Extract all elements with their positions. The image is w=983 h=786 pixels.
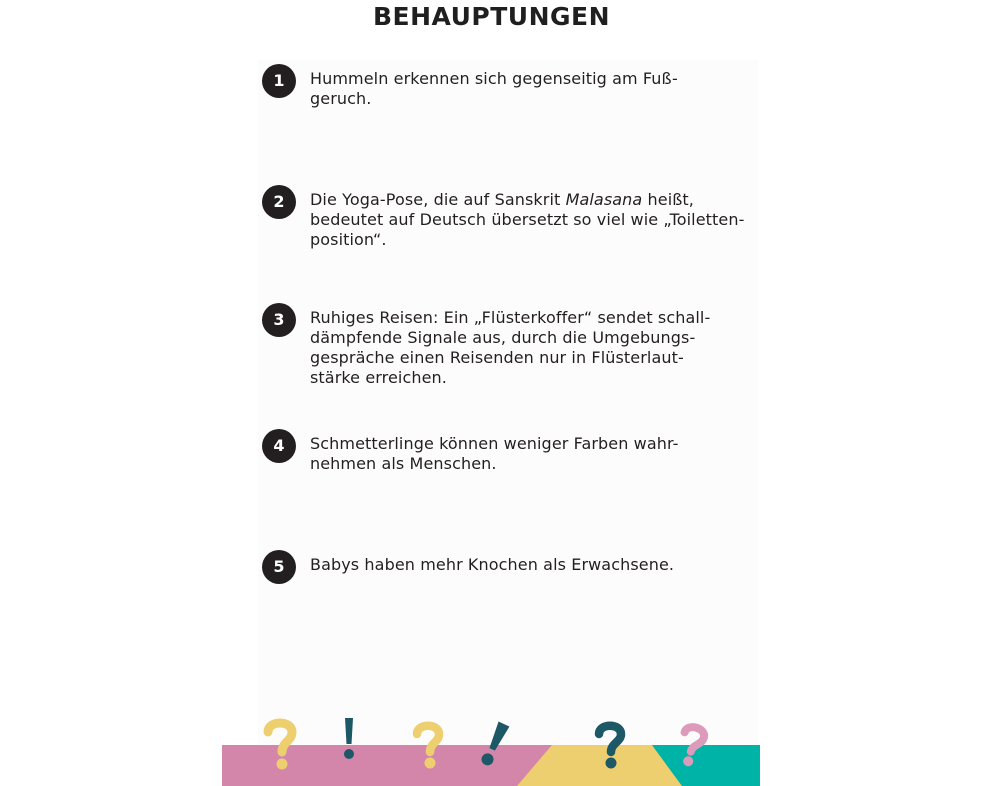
exclamation-mark-icon [480, 721, 510, 767]
claim-number-badge: 4 [262, 429, 296, 463]
claim-text-line: gespräche einen Reisenden nur in Flüsterlaut- [310, 348, 684, 367]
question-mark-icon [417, 726, 439, 769]
claim-number-badge: 1 [262, 64, 296, 98]
claim-text-line: dämpfende Signale aus, durch die Umgebungs- [310, 328, 696, 347]
claim-text-line: nehmen als Menschen. [310, 454, 497, 473]
claim-text [310, 308, 730, 388]
question-mark-icon [676, 725, 706, 768]
decorative-marks [222, 710, 760, 786]
claim-text-line: bedeutet auf Deutsch übersetzt so viel wie „Toiletten- [310, 210, 745, 229]
claim-text-line: position“. [310, 230, 387, 249]
claim-text [310, 69, 730, 109]
claim-text [310, 555, 730, 575]
claim-text-line: Babys haben mehr Knochen als Erwachsene. [310, 555, 675, 574]
page-panel [258, 60, 758, 746]
claim-text-segment: heißt, [642, 190, 694, 209]
page-title: BEHAUPTUNGEN [372, 2, 611, 31]
claim-text-line: Ruhiges Reisen: Ein „Flüsterkoffer“ sendet schall- [310, 308, 711, 327]
claim-number-badge: 5 [262, 550, 296, 584]
claim-text-line: Schmetterlinge können weniger Farben wahr- [310, 434, 679, 453]
claim-number-badge: 3 [262, 303, 296, 337]
claim-number-badge: 2 [262, 185, 296, 219]
exclamation-mark-icon [344, 718, 354, 759]
question-mark-icon [268, 723, 292, 770]
claim-text-line: geruch. [310, 89, 372, 108]
claim-text-line [310, 190, 730, 210]
question-mark-icon [599, 726, 621, 769]
claim-text-line: stärke erreichen. [310, 368, 447, 387]
claim-text [310, 190, 745, 250]
claim-text-italic: Malasana [565, 190, 643, 209]
claim-text-line: Hummeln erkennen sich gegenseitig am Fuß- [310, 69, 678, 88]
claim-text-segment: Die Yoga-Pose, die auf Sanskrit [310, 190, 566, 209]
claim-text [310, 434, 730, 474]
